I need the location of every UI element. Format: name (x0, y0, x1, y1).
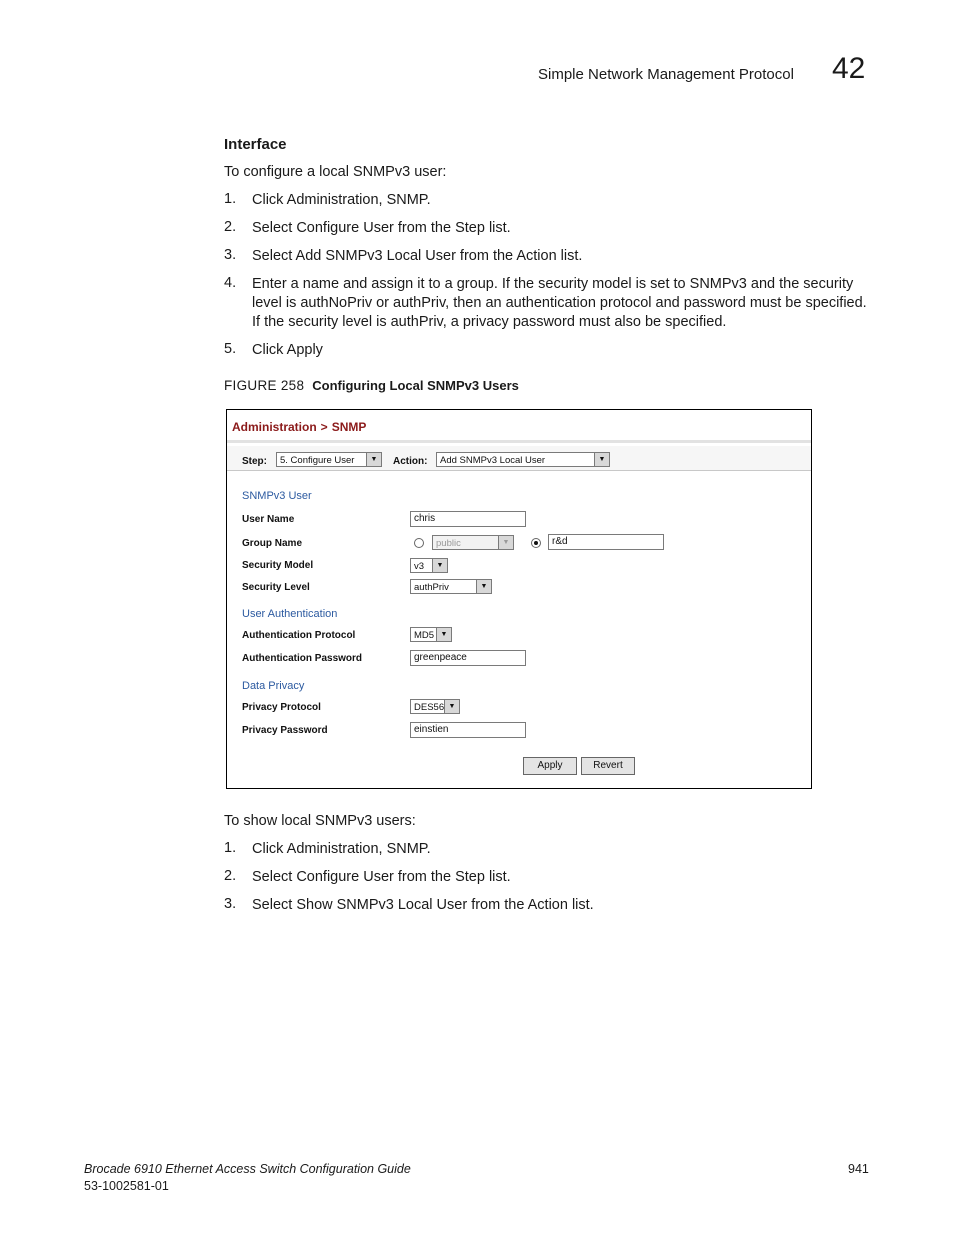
step-text: Click Administration, SNMP. (252, 841, 431, 857)
privacy-password-label: Privacy Password (242, 725, 328, 736)
step-text: Select Configure User from the Step list. (252, 220, 511, 236)
step-number: 1. (224, 840, 237, 856)
step-text: Select Add SNMPv3 Local User from the Action list. (252, 248, 583, 264)
chapter-number: 42 (832, 52, 866, 85)
security-model-value: v3 (414, 561, 425, 572)
breadcrumb-separator: > (320, 420, 328, 434)
action-select[interactable] (436, 452, 610, 467)
step-number: 2. (224, 219, 237, 235)
configure-lead: To configure a local SNMPv3 user: (224, 164, 447, 180)
action-label: Action: (393, 456, 428, 467)
apply-button[interactable]: Apply (523, 757, 577, 775)
running-header-title: Simple Network Management Protocol (538, 66, 794, 83)
step-number: 4. (224, 275, 237, 291)
action-select-value: Add SNMPv3 Local User (440, 455, 546, 466)
breadcrumb (232, 420, 366, 434)
step-number: 1. (224, 191, 237, 207)
privacy-password-value: einstien (414, 724, 449, 735)
step-select[interactable] (276, 452, 382, 467)
group-existing-radio[interactable] (414, 538, 424, 548)
figure-caption (224, 378, 519, 393)
group-select[interactable] (432, 535, 514, 550)
user-name-input[interactable] (410, 511, 526, 527)
auth-password-label: Authentication Password (242, 653, 363, 664)
step-select-value: 5. Configure User (280, 455, 355, 466)
group-new-radio[interactable] (531, 538, 541, 548)
security-model-select[interactable] (410, 558, 448, 573)
divider (227, 470, 811, 471)
footer-doc-number: 53-1002581-01 (84, 1179, 169, 1193)
footer-page-number: 941 (848, 1162, 869, 1176)
user-name-label: User Name (242, 514, 295, 525)
security-level-value: authPriv (414, 582, 449, 593)
auth-protocol-label: Authentication Protocol (242, 630, 356, 641)
step-number: 3. (224, 247, 237, 263)
security-level-select[interactable] (410, 579, 492, 594)
breadcrumb-administration[interactable]: Administration (232, 420, 317, 434)
privacy-password-input[interactable] (410, 722, 526, 738)
auth-protocol-select[interactable] (410, 627, 452, 642)
section-heading: Interface (224, 136, 287, 153)
section-data-privacy: Data Privacy (242, 680, 305, 692)
auth-password-value: greenpeace (414, 652, 467, 663)
group-name-value: r&d (552, 536, 568, 547)
chevron-down-icon: ▼ (498, 536, 513, 549)
chevron-down-icon: ▼ (436, 628, 451, 641)
step-text: Select Configure User from the Step list. (252, 869, 511, 885)
revert-button[interactable]: Revert (581, 757, 635, 775)
chevron-down-icon: ▼ (432, 559, 447, 572)
group-select-value: public (436, 538, 461, 549)
security-level-label: Security Level (242, 582, 310, 593)
privacy-protocol-label: Privacy Protocol (242, 702, 321, 713)
auth-password-input[interactable] (410, 650, 526, 666)
group-name-input[interactable] (548, 534, 664, 550)
step-number: 5. (224, 341, 237, 357)
figure-label: FIGURE 258 (224, 378, 305, 393)
section-user-authentication: User Authentication (242, 608, 338, 620)
section-snmpv3-user: SNMPv3 User (242, 490, 312, 502)
chevron-down-icon: ▼ (476, 580, 491, 593)
step-number: 2. (224, 868, 237, 884)
chevron-down-icon: ▼ (594, 453, 609, 466)
figure-screenshot (226, 409, 812, 789)
breadcrumb-snmp[interactable]: SNMP (331, 420, 367, 434)
auth-protocol-value: MD5 (414, 630, 435, 641)
show-lead: To show local SNMPv3 users: (224, 813, 416, 829)
divider (227, 440, 811, 443)
figure-title: Configuring Local SNMPv3 Users (312, 378, 519, 393)
step-text: Click Apply (252, 342, 323, 358)
step-text: Click Administration, SNMP. (252, 192, 431, 208)
step-text: Enter a name and assign it to a group. If the security model is set to SNMPv3 and the security level is authNoPriv or authPriv, then an authentication protocol and password must be specified. If the security level is authPriv, a privacy password must also be specified. (252, 276, 867, 330)
security-model-label: Security Model (242, 560, 314, 571)
step-number: 3. (224, 896, 237, 912)
privacy-protocol-select[interactable] (410, 699, 460, 714)
chevron-down-icon: ▼ (444, 700, 459, 713)
step-label: Step: (242, 456, 267, 467)
group-name-label: Group Name (242, 538, 303, 549)
step-text: Select Show SNMPv3 Local User from the Action list. (252, 897, 594, 913)
user-name-value: chris (414, 513, 436, 524)
footer-doc-title: Brocade 6910 Ethernet Access Switch Configuration Guide (84, 1162, 411, 1176)
privacy-protocol-value: DES56 (414, 702, 445, 713)
chevron-down-icon: ▼ (366, 453, 381, 466)
